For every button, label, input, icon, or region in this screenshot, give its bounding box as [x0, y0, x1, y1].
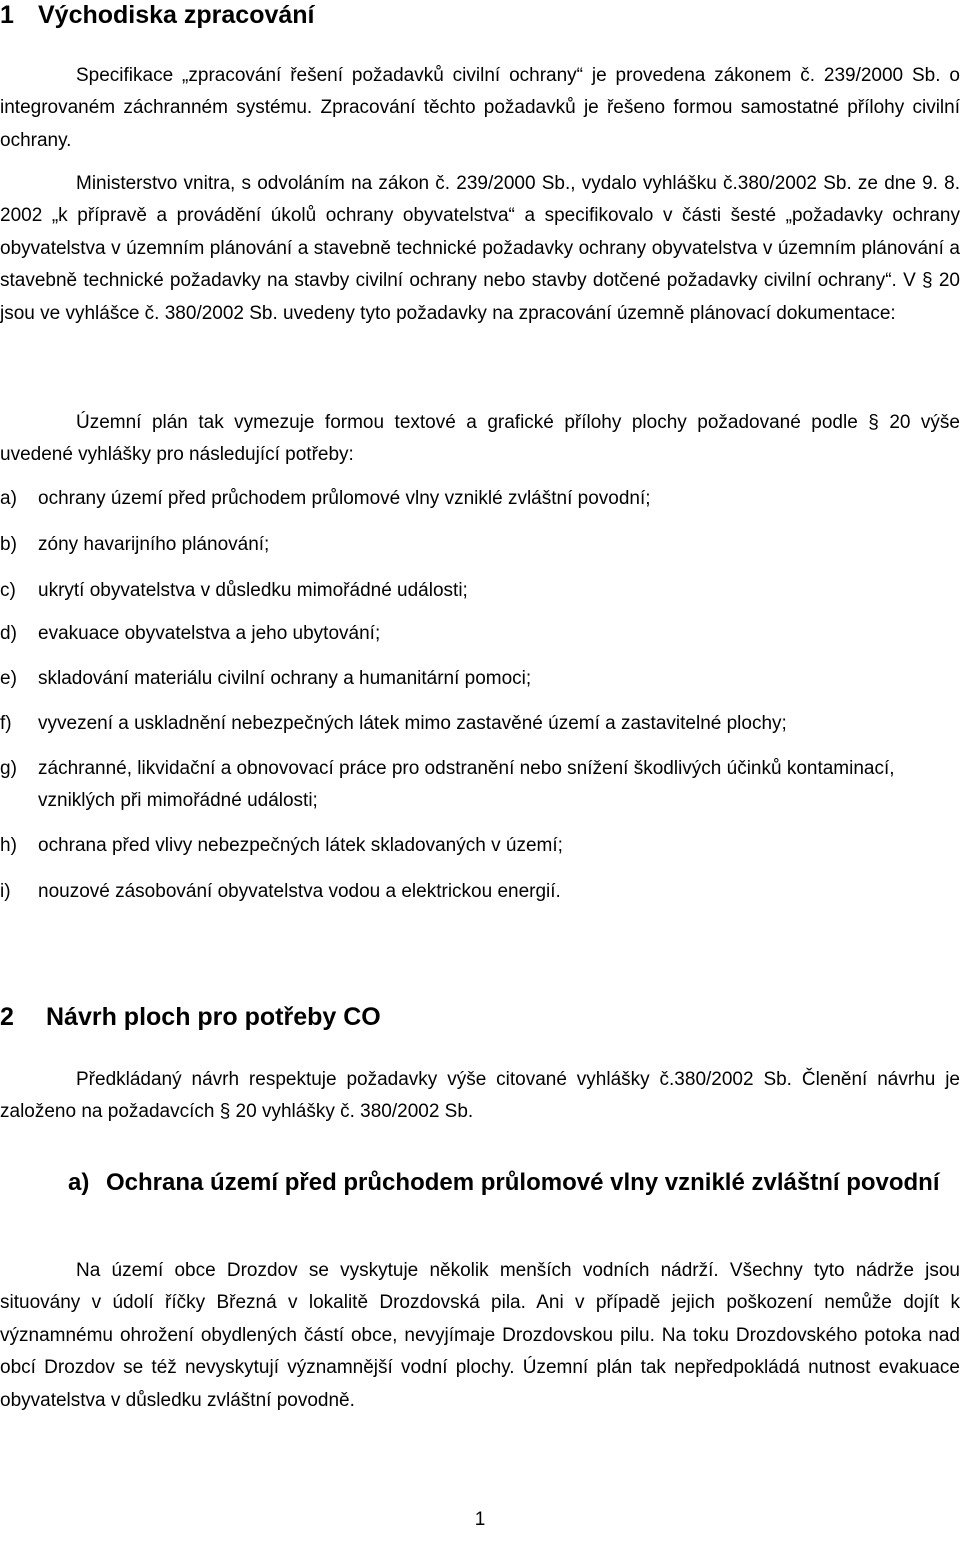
- section-1-paragraph-1: Specifikace „zpracování řešení požadavků civilní ochrany“ je provedena zákonem č. 239/2000 Sb. o integrovaném záchranném systému. Zpracování těchto požadavků je řešeno formou samostatné přílohy civilní ochrany.: [0, 65, 960, 151]
- list-marker: g): [0, 758, 17, 779]
- list-marker: a): [0, 488, 17, 509]
- section-1-title: Východiska zpracování: [38, 1, 315, 29]
- list-marker: f): [0, 713, 12, 734]
- section-2-number: 2: [0, 1003, 14, 1031]
- list-item-text: evakuace obyvatelstva a jeho ubytování;: [38, 623, 381, 644]
- list-marker: b): [0, 534, 17, 555]
- list-item-text: ukrytí obyvatelstva v důsledku mimořádné události;: [38, 580, 468, 601]
- section-1-paragraph-3: Územní plán tak vymezuje formou textové a grafické přílohy plochy požadované podle § 20 výše uvedené vyhlášky pro následující potřeby:: [0, 412, 960, 466]
- list-item-text: záchranné, likvidační a obnovovací práce pro odstranění nebo snížení škodlivých účinků kontaminací, vzniklých při mimořádné události;: [38, 758, 895, 812]
- section-1-heading: [0, 0, 315, 30]
- section-1-number: 1: [0, 1, 14, 29]
- section-2-heading: [0, 1002, 381, 1032]
- page-number: 1: [474, 1509, 486, 1530]
- list-marker: c): [0, 580, 16, 601]
- list-item-text: zóny havarijního plánování;: [38, 534, 270, 555]
- section-2-title: Návrh ploch pro potřeby CO: [46, 1003, 381, 1031]
- subsection-a-paragraph: Na území obce Drozdov se vyskytuje několik menších vodních nádrží. Všechny tyto nádrže jsou situovány v údolí říčky Březná v lokalitě Drozdovská pila. Ani v případě jejich poškození nemůže dojít k významnému ohrožení obydlených částí obce, nevyjímaje Drozdovskou pilu. Na toku Drozdovského potoka nad obcí Drozdov se též nevyskytují významnější vodní plochy. Územní plán tak nepředpokládá nutnost evakuace obyvatelstva v důsledku zvláštní povodně.: [0, 1260, 960, 1411]
- list-marker: h): [0, 835, 17, 856]
- subsection-a-marker: a): [68, 1169, 90, 1196]
- section-2-paragraph-1: Předkládaný návrh respektuje požadavky výše citované vyhlášky č.380/2002 Sb. Členění návrhu je založeno na požadavcích § 20 vyhlášky č. 380/2002 Sb.: [0, 1069, 960, 1123]
- section-1-paragraph-2: Ministerstvo vnitra, s odvoláním na zákon č. 239/2000 Sb., vydalo vyhlášku č.380/2002 Sb. ze dne 9. 8. 2002 „k přípravě a provádění úkolů ochrany obyvatelstva“ a specifikovalo v části šesté „požadavky ochrany obyvatelstva v územním plánování a stavebně technické požadavky ochrany obyvatelstva v územním plánování a stavebně technické požadavky na stavby civilní ochrany nebo stavby dotčené požadavky civilní ochrany“. V § 20 jsou ve vyhlášce č. 380/2002 Sb. uvedeny tyto požadavky na zpracování územně plánovací dokumentace:: [0, 173, 960, 324]
- list-item-text: ochrana před vlivy nebezpečných látek skladovaných v území;: [38, 835, 563, 856]
- list-item-text: nouzové zásobování obyvatelstva vodou a elektrickou energií.: [38, 881, 561, 902]
- subsection-a-title: Ochrana území před průchodem průlomové vlny vzniklé zvláštní povodní: [106, 1169, 940, 1196]
- subsection-a-heading: [68, 1164, 960, 1202]
- list-item-text: skladování materiálu civilní ochrany a humanitární pomoci;: [38, 668, 532, 689]
- list-item-text: vyvezení a uskladnění nebezpečných látek mimo zastavěné území a zastavitelné plochy;: [38, 713, 787, 734]
- list-marker: e): [0, 668, 17, 689]
- list-marker: d): [0, 623, 17, 644]
- list-marker: i): [0, 881, 11, 902]
- list-item-text: ochrany území před průchodem průlomové vlny vzniklé zvláštní povodní;: [38, 488, 651, 509]
